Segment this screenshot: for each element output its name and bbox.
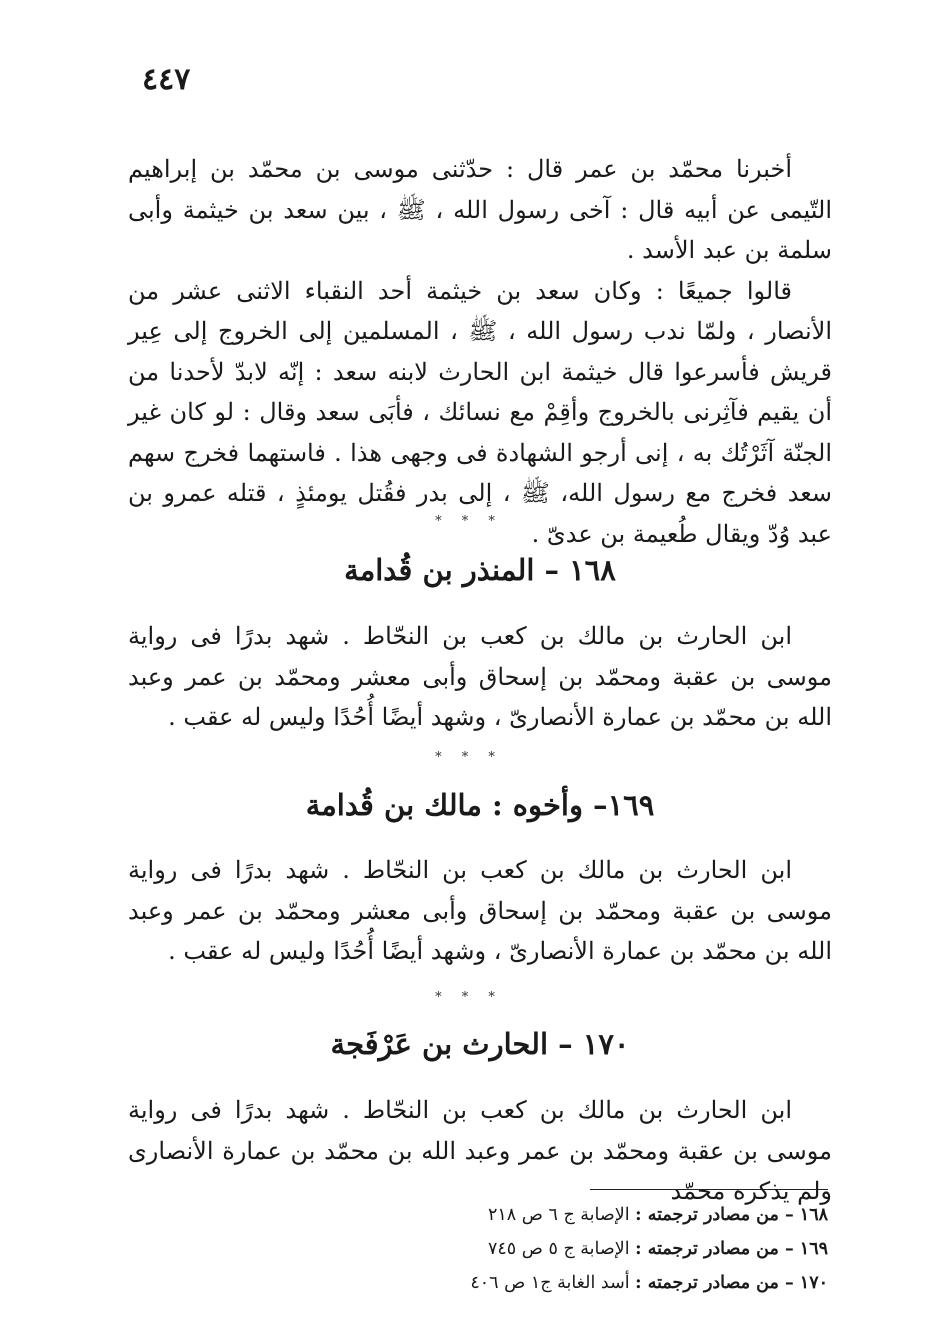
section-paragraph-170: ابن الحارث بن مالك بن كعب بن النحّاط . شهد بدرًا فى رواية موسى بن عقبة ومحمّد بن عمر وعبد الله بن محمّد بن عمارة الأنصارى ولم يذكره محمّد [128, 1096, 832, 1205]
section-heading-168: ١٦٨ – المنذر بن قُدامة [344, 553, 616, 587]
footnote-label: ١٧٠ – من مصادر ترجمته : [635, 1273, 828, 1293]
footnote-168 [300, 1198, 828, 1232]
footnote-source: الإصابة ج ٦ ص ٢١٨ [487, 1205, 630, 1225]
page-number: ٤٤٧ [142, 62, 191, 97]
footnote-separator [590, 1189, 828, 1190]
intro-paragraph-1: أخبرنا محمّد بن عمر قال : حدّثنى موسى بن محمّد بن إبراهيم التّيمى عن أبيه قال : آخى رسول الله ، ﷺ ، بين سعد بن خيثمة وأبى سلمة بن عبد الأسد . [128, 155, 832, 264]
section-divider: * * * [435, 990, 503, 1005]
footnote-label: ١٦٩ – من مصادر ترجمته : [635, 1239, 828, 1259]
section-text-170 [128, 1090, 832, 1212]
section-text-169 [128, 850, 832, 972]
footnote-label: ١٦٨ – من مصادر ترجمته : [635, 1205, 828, 1225]
section-heading-169: ١٦٩– وأخوه : مالك بن قُدامة [305, 788, 655, 822]
footnote-source: الإصابة ج ٥ ص ٧٤٥ [487, 1239, 630, 1259]
section-divider: * * * [435, 514, 503, 529]
intro-text [128, 149, 832, 554]
intro-paragraph-2: قالوا جميعًا : وكان سعد بن خيثمة أحد النقباء الاثنى عشر من الأنصار ، ولمّا ندب رسول الله ، ﷺ ، المسلمين إلى الخروج إلى عِير قريش فأسرعوا قال خيثمة ابن الحارث لابنه سعد : إنّه لابدّ لأحدنا من أن يقيم فآثِرنى بالخروج وأقِمْ مع نسائك ، فأبَى سعد وقال : لو كان غير الجنّة آثَرْتُك به ، إنى أرجو الشهادة فى وجهى هذا . فاستهما فخرج سهم سعد فخرج مع رسول الله، ﷺ ، إلى بدر فقُتل يومئذٍ ، قتله عمرو بن عبد وُدّ ويقال طُعيمة بن عدىّ . [128, 276, 832, 548]
section-heading-170: ١٧٠ – الحارث بن عَرْفَجة [330, 1027, 630, 1061]
section-text-168 [128, 616, 832, 738]
section-paragraph-168: ابن الحارث بن مالك بن كعب بن النحّاط . شهد بدرًا فى رواية موسى بن عقبة ومحمّد بن إسحاق وأبى معشر ومحمّد بن عمر وعبد الله بن محمّد بن عمارة الأنصارىّ ، وشهد أيضًا أُحُدًا وليس له عقب . [128, 622, 832, 731]
footnote-170 [300, 1266, 828, 1300]
footnote-source: أسد الغابة ج١ ص ٤٠٦ [470, 1273, 630, 1293]
section-divider: * * * [435, 750, 503, 765]
section-paragraph-169: ابن الحارث بن مالك بن كعب بن النحّاط . شهد بدرًا فى رواية موسى بن عقبة ومحمّد بن إسحاق وأبى معشر ومحمّد بن عمر وعبد الله بن محمّد بن عمارة الأنصارىّ ، وشهد أيضًا أُحُدًا وليس له عقب . [128, 856, 832, 965]
footnote-169 [300, 1232, 828, 1266]
footnotes [300, 1198, 828, 1300]
